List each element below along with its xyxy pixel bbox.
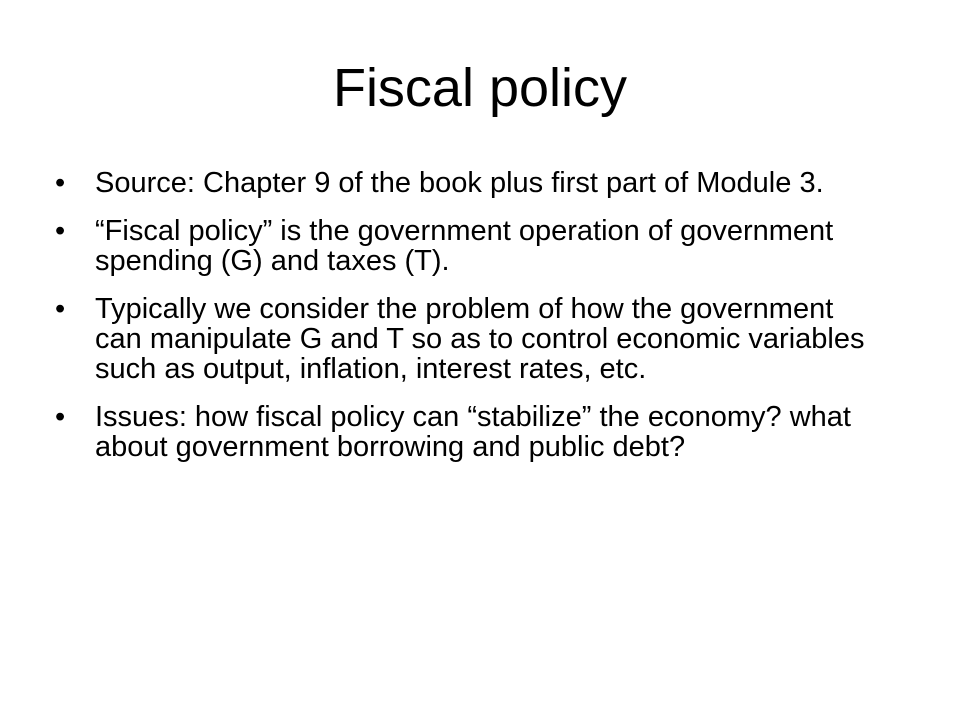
- bullet-text: Source: Chapter 9 of the book plus first part of Module 3.: [95, 167, 824, 199]
- bullet-dot-icon: •: [55, 167, 66, 199]
- bullet-item-typically: [55, 294, 885, 384]
- bullet-text: Typically we consider the problem of how the government can manipulate G and T so as to control economic variables such as output, inflation, interest rates, etc.: [95, 293, 865, 385]
- bullet-dot-icon: •: [55, 401, 66, 433]
- bullet-item-definition: [55, 216, 885, 276]
- bullet-dot-icon: •: [55, 293, 66, 325]
- bullet-text: Issues: how fiscal policy can “stabilize” the economy? what about government borrowing and public debt?: [95, 401, 851, 463]
- slide-title: Fiscal policy: [332, 58, 628, 118]
- bullet-dot-icon: •: [55, 215, 66, 247]
- bullet-text: “Fiscal policy” is the government operation of government spending (G) and taxes (T).: [95, 215, 834, 277]
- bullet-item-issues: [55, 402, 885, 462]
- bullet-item-source: [55, 168, 885, 198]
- bullet-list: [55, 168, 885, 480]
